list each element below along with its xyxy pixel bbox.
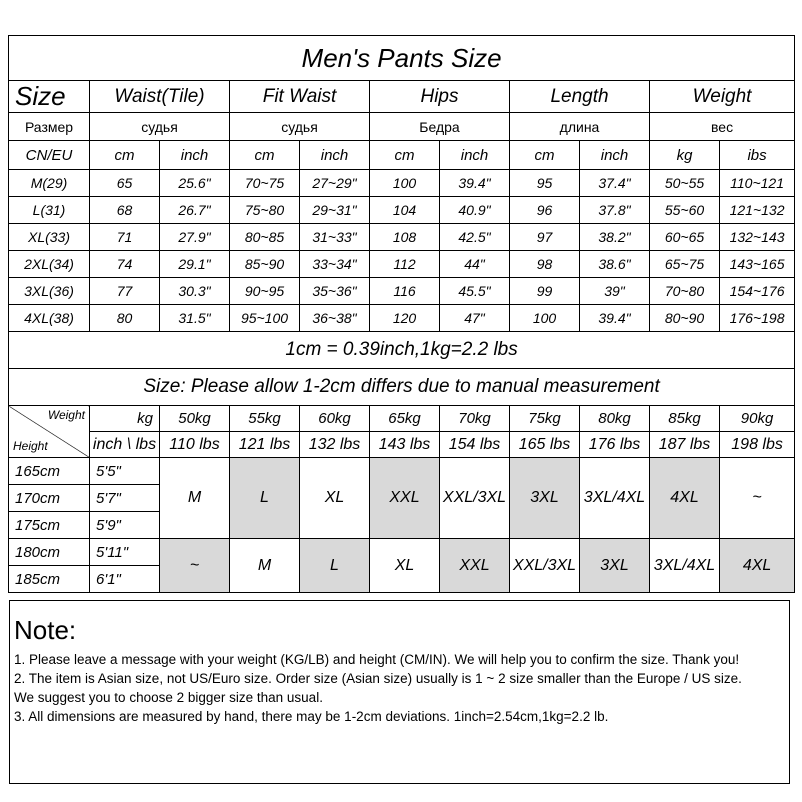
razmer-header: Размер (9, 113, 90, 141)
size-cell: 143~165 (720, 251, 795, 278)
size-cell: 37.8" (580, 197, 650, 224)
size-cell: 68 (90, 197, 160, 224)
size-cell: 39.4" (440, 170, 510, 197)
recommended-size-cell: M (230, 539, 300, 593)
unit-cell: cm (230, 141, 300, 170)
cneu-header: CN/EU (9, 141, 90, 170)
size-cell: 154~176 (720, 278, 795, 305)
size-cell: 47" (440, 305, 510, 332)
size-cell: 37.4" (580, 170, 650, 197)
recommended-size-cell: 4XL (720, 539, 795, 593)
size-cell: 30.3" (160, 278, 230, 305)
weight-lbs-cell: 154 lbs (440, 432, 510, 458)
size-cell: 132~143 (720, 224, 795, 251)
note-line: We suggest you to choose 2 bigger size than usual. (14, 690, 323, 705)
size-cell: 38.2" (580, 224, 650, 251)
size-cell: 116 (370, 278, 440, 305)
weight-kg-cell: 90kg (720, 406, 795, 432)
size-cell: 75~80 (230, 197, 300, 224)
height-ft-cell: 5'7" (90, 485, 160, 512)
weight-lbs-cell: 176 lbs (580, 432, 650, 458)
recommended-size-cell: L (230, 458, 300, 539)
size-cell: 100 (510, 305, 580, 332)
height-ft-cell: 5'9" (90, 512, 160, 539)
note-title: Note: (14, 615, 77, 645)
recommended-size-cell: XL (300, 458, 370, 539)
size-cell: 39" (580, 278, 650, 305)
weight-kg-cell: 70kg (440, 406, 510, 432)
size-cell: 2XL(34) (9, 251, 90, 278)
size-cell: 100 (370, 170, 440, 197)
size-cell: 108 (370, 224, 440, 251)
height-cm-cell: 185cm (9, 566, 90, 593)
height-cm-cell: 180cm (9, 539, 90, 566)
weight-kg-cell: 50kg (160, 406, 230, 432)
unit-cell: inch (160, 141, 230, 170)
waist-subheader: судья (90, 113, 230, 141)
size-row (9, 305, 795, 332)
height-cm-cell: 170cm (9, 485, 90, 512)
size-cell: 77 (90, 278, 160, 305)
size-cell: 29~31" (300, 197, 370, 224)
chart-title: Men's Pants Size (9, 36, 795, 81)
height-ft-cell: 5'11" (90, 539, 160, 566)
inch-lbs-label: inch \ lbs (90, 432, 160, 458)
hips-subheader: Бедра (370, 113, 510, 141)
size-row (9, 251, 795, 278)
length-subheader: длина (510, 113, 650, 141)
size-cell: 29.1" (160, 251, 230, 278)
size-cell: 70~80 (650, 278, 720, 305)
size-cell: 38.6" (580, 251, 650, 278)
height-cm-cell: 175cm (9, 512, 90, 539)
size-cell: 176~198 (720, 305, 795, 332)
size-cell: 65 (90, 170, 160, 197)
size-cell: XL(33) (9, 224, 90, 251)
size-cell: 44" (440, 251, 510, 278)
unit-cell: kg (650, 141, 720, 170)
size-cell: 121~132 (720, 197, 795, 224)
size-cell: 35~36" (300, 278, 370, 305)
size-cell: 50~55 (650, 170, 720, 197)
recommended-size-cell: ~ (720, 458, 795, 539)
weight-lbs-cell: 143 lbs (370, 432, 440, 458)
size-row (9, 170, 795, 197)
recommended-size-cell: 3XL (510, 458, 580, 539)
size-cell: 39.4" (580, 305, 650, 332)
size-cell: 120 (370, 305, 440, 332)
recommended-size-cell: 3XL/4XL (580, 458, 650, 539)
size-cell: 55~60 (650, 197, 720, 224)
length-header: Length (510, 81, 650, 113)
size-cell: 40.9" (440, 197, 510, 224)
kg-label: kg (90, 406, 160, 432)
size-cell: 4XL(38) (9, 305, 90, 332)
recommended-size-cell: L (300, 539, 370, 593)
size-row (9, 278, 795, 305)
note-line: 3. All dimensions are measured by hand, there may be 1-2cm deviations. 1inch=2.54cm,1kg=2.2 lb. (14, 709, 609, 724)
size-cell: 26.7" (160, 197, 230, 224)
size-cell: 85~90 (230, 251, 300, 278)
fit-waist-subheader: судья (230, 113, 370, 141)
unit-cell: cm (90, 141, 160, 170)
weight-lbs-cell: 132 lbs (300, 432, 370, 458)
size-cell: 95 (510, 170, 580, 197)
note-box (9, 600, 790, 784)
size-cell: 25.6" (160, 170, 230, 197)
size-cell: 42.5" (440, 224, 510, 251)
size-cell: 27.9" (160, 224, 230, 251)
size-cell: 70~75 (230, 170, 300, 197)
weight-lbs-cell: 110 lbs (160, 432, 230, 458)
size-cell: 33~34" (300, 251, 370, 278)
recommended-size-cell: XXL/3XL (440, 458, 510, 539)
size-cell: 71 (90, 224, 160, 251)
unit-cell: ibs (720, 141, 795, 170)
waist-header: Waist(Tile) (90, 81, 230, 113)
weight-kg-cell: 85kg (650, 406, 720, 432)
size-cell: 97 (510, 224, 580, 251)
conversion-note: 1cm = 0.39inch,1kg=2.2 lbs (9, 332, 795, 369)
height-corner-label: Height (13, 439, 48, 453)
recommended-size-cell: XXL (440, 539, 510, 593)
weight-subheader: вес (650, 113, 795, 141)
weight-kg-cell: 55kg (230, 406, 300, 432)
size-cell: 98 (510, 251, 580, 278)
size-cell: 3XL(36) (9, 278, 90, 305)
weight-kg-cell: 60kg (300, 406, 370, 432)
size-cell: 27~29" (300, 170, 370, 197)
size-header: Size (9, 81, 90, 113)
size-cell: 112 (370, 251, 440, 278)
size-cell: 80~85 (230, 224, 300, 251)
weight-header: Weight (650, 81, 795, 113)
size-cell: 110~121 (720, 170, 795, 197)
size-cell: 99 (510, 278, 580, 305)
size-cell: 90~95 (230, 278, 300, 305)
allowance-note: Size: Please allow 1-2cm differs due to manual measurement (9, 369, 795, 406)
size-cell: 60~65 (650, 224, 720, 251)
size-cell: M(29) (9, 170, 90, 197)
recommended-size-cell: XL (370, 539, 440, 593)
unit-cell: cm (510, 141, 580, 170)
unit-cell: inch (440, 141, 510, 170)
note-line: 1. Please leave a message with your weight (KG/LB) and height (CM/IN). We will help you to confirm the size. Thank you! (14, 652, 740, 667)
recommended-size-cell: 3XL (580, 539, 650, 593)
recommended-size-cell: 3XL/4XL (650, 539, 720, 593)
fit-waist-header: Fit Waist (230, 81, 370, 113)
size-cell: 45.5" (440, 278, 510, 305)
size-cell: 31~33" (300, 224, 370, 251)
size-cell: 36~38" (300, 305, 370, 332)
size-cell: 95~100 (230, 305, 300, 332)
weight-kg-cell: 65kg (370, 406, 440, 432)
size-cell: 96 (510, 197, 580, 224)
size-cell: 80~90 (650, 305, 720, 332)
size-row (9, 224, 795, 251)
height-cm-cell: 165cm (9, 458, 90, 485)
weight-height-corner (9, 406, 90, 458)
hips-header: Hips (370, 81, 510, 113)
size-chart-table (8, 35, 795, 593)
size-cell: L(31) (9, 197, 90, 224)
recommended-size-cell: XXL/3XL (510, 539, 580, 593)
recommended-size-cell: ~ (160, 539, 230, 593)
weight-lbs-cell: 187 lbs (650, 432, 720, 458)
height-ft-cell: 5'5" (90, 458, 160, 485)
size-cell: 104 (370, 197, 440, 224)
size-cell: 80 (90, 305, 160, 332)
recommended-size-cell: XXL (370, 458, 440, 539)
size-cell: 31.5" (160, 305, 230, 332)
weight-kg-cell: 75kg (510, 406, 580, 432)
weight-corner-label: Weight (47, 408, 85, 422)
recommended-size-cell: 4XL (650, 458, 720, 539)
unit-cell: inch (580, 141, 650, 170)
weight-lbs-cell: 121 lbs (230, 432, 300, 458)
note-line: 2. The item is Asian size, not US/Euro size. Order size (Asian size) usually is 1 ~ 2 size smaller than the Europe / US size. (14, 671, 742, 686)
weight-kg-cell: 80kg (580, 406, 650, 432)
height-ft-cell: 6'1" (90, 566, 160, 593)
recommended-size-cell: M (160, 458, 230, 539)
weight-lbs-cell: 198 lbs (720, 432, 795, 458)
size-cell: 65~75 (650, 251, 720, 278)
size-cell: 74 (90, 251, 160, 278)
weight-lbs-cell: 165 lbs (510, 432, 580, 458)
size-row (9, 197, 795, 224)
unit-cell: inch (300, 141, 370, 170)
unit-cell: cm (370, 141, 440, 170)
